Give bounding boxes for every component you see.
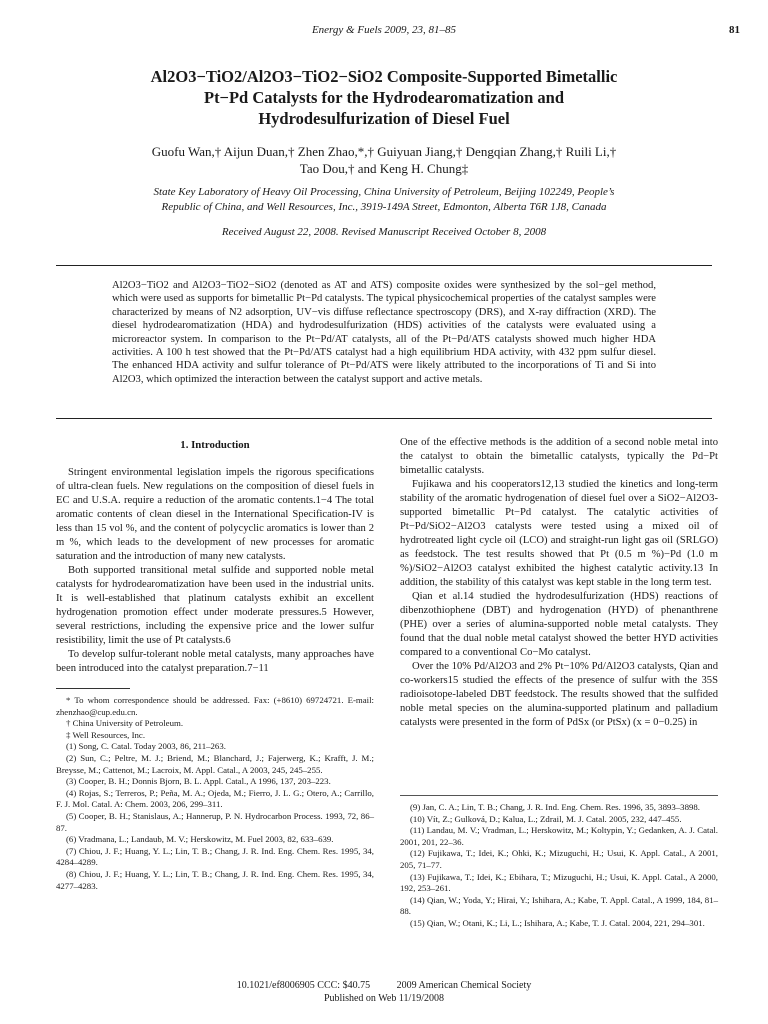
section-heading-introduction: 1. Introduction <box>180 439 250 451</box>
correspondence-note: * To whom correspondence should be addressed. Fax: (+8610) 69724721. E-mail: zhenzhao@cup.edu.cn. <box>56 695 374 717</box>
title-line-2: Pt−Pd Catalysts for the Hydrodearomatization and <box>203 88 565 107</box>
reference-item[interactable]: (8) Chiou, J. F.; Huang, Y. L.; Lin, T. B.; Chang, J. R. Ind. Eng. Chem. Res. 1995, 34, 4277–4283. <box>56 868 374 891</box>
author-list <box>60 143 708 177</box>
body-paragraph-2: Fujikawa and his cooperators12,13 studied the kinetics and long-term stability of the aromatic hydrogenation of diesel fuel over a SiO2−Al2O3-supported bimetallic Pt−Pd catalyst. The catalytic activities of Pt−Pd/SiO2−Al2O3 catalysts were tested using a mixed oil of hydrotreated light cycle oil (LCO) and straight-run light gas oil (SRLGO) as feedstock. The test results showed that Pt (0.5 m %)−Pd (1.0 m %)/SiO2−Al2O3 catalyst exhibited the highest catalytic activity.13 In addition, the stability of this catalyst was kept stable in the long term test. <box>400 479 718 588</box>
affiliation-note-dagger: † China University of Petroleum. <box>66 718 184 729</box>
title-line-3: Hydrodesulfurization of Diesel Fuel <box>258 109 510 128</box>
reference-item[interactable]: (10) Vít, Z.; Gulková, D.; Kalua, L.; Zdrail, M. J. Catal. 2005, 232, 447–455. <box>410 813 682 824</box>
author-line-2: Tao Dou,† and Keng H. Chung‡ <box>299 161 469 176</box>
reference-item[interactable]: (14) Qian, W.; Yoda, Y.; Hirai, Y.; Ishihara, A.; Kabe, T. Appl. Catal., A 1999, 184, 81–88. <box>400 894 718 917</box>
reference-item[interactable]: (1) Song, C. Catal. Today 2003, 86, 211–263. <box>66 741 226 752</box>
reference-item[interactable]: (3) Cooper, B. H.; Donnis Bjorn, B. L. Appl. Catal., A 1996, 137, 203–223. <box>66 776 331 787</box>
reference-item[interactable]: (15) Qian, W.; Otani, K.; Li, L.; Ishihara, A.; Kabe, T. J. Catal. 2004, 221, 294–301. <box>410 917 705 928</box>
author-line-1: Guofu Wan,† Aijun Duan,† Zhen Zhao,*,† Guiyuan Jiang,† Dengqian Zhang,† Ruili Li,† <box>151 144 617 159</box>
reference-rule <box>400 795 718 796</box>
abstract-bottom-rule <box>56 418 712 419</box>
title-line-1: Al2O3−TiO2/Al2O3−TiO2−SiO2 Composite-Supported Bimetallic <box>150 67 618 86</box>
page-footer <box>0 979 768 1005</box>
left-column <box>56 436 374 892</box>
affiliation-note-ddagger: ‡ Well Resources, Inc. <box>66 729 146 740</box>
reference-item[interactable]: (6) Vradmana, L.; Landaub, M. V.; Herskowitz, M. Fuel 2003, 82, 633–639. <box>66 834 334 845</box>
affiliation-line-1: State Key Laboratory of Heavy Oil Processing, China University of Petroleum, Beijing 102249, People’s <box>153 186 615 198</box>
reference-item[interactable]: (9) Jan, C. A.; Lin, T. B.; Chang, J. R. Ind. Eng. Chem. Res. 1996, 35, 3893–3898. <box>410 802 700 812</box>
body-paragraph-4: Over the 10% Pd/Al2O3 and 2% Pt−10% Pd/Al2O3 catalysts, Qian and co-workers15 studied the effects of the presence of sulfur with the 35S radioisotope-labeled DBT feedstock. The results showed that the sulfided noble metal species on the alumina-supported platinum and palladium catalysts were presented in the form of PdSx (or PtSx) (x = 0−0.25) in <box>400 661 718 728</box>
body-paragraph-1: One of the effective methods is the addition of a second noble metal into the catalyst to obtain the bimetallic catalysts, typically the Pd−Pt bimetallic catalysts. <box>400 437 718 476</box>
right-references <box>400 795 718 930</box>
reference-item[interactable]: (13) Fujikawa, T.; Idei, K.; Ebihara, T.; Mizuguchi, H.; Usui, K. Appl. Catal., A 2000, 192, 253–261. <box>400 871 718 894</box>
page-number: 81 <box>729 24 740 36</box>
abstract-top-rule <box>56 265 712 266</box>
intro-paragraph-2: Both supported transitional metal sulfide and supported noble metal catalysts for hydrodearomatization have been used in the industrial units. It is well-established that platinum catalysts exhibit an excellent hydrogenation promotion effect under moderate pressures.5 However, several restrictions, including the expensive price and the lower sulfur resistibility, limit the use of Pt catalysts.6 <box>56 565 374 646</box>
copyright-line: 2009 American Chemical Society <box>396 980 532 991</box>
running-head: Energy & Fuels 2009, 23, 81–85 <box>311 24 457 36</box>
affiliation-line-2: Republic of China, and Well Resources, Inc., 3919-149A Street, Edmonton, Alberta T6R 1J8, Canada <box>161 201 607 213</box>
reference-item[interactable]: (2) Sun, C.; Peltre, M. J.; Briend, M.; Blanchard, J.; Fajerwerg, K.; Krafft, J. M.; Breysse, M.; Cattenot, M.; Lacroix, M. Appl. Catal., A 2003, 245, 245–255. <box>56 752 374 775</box>
footnote-rule <box>56 688 130 689</box>
published-line: Published on Web 11/19/2008 <box>323 993 445 1004</box>
reference-item[interactable]: (7) Chiou, J. F.; Huang, Y. L.; Lin, T. B.; Chang, J. R. Ind. Eng. Chem. Res. 1995, 34, 4284–4289. <box>56 845 374 868</box>
right-column <box>400 436 718 730</box>
intro-paragraph-1: Stringent environmental legislation impels the rigorous specifications of ultra-clean fuels. New regulations on the composition of diesel fuels in EC and U.S.A. require a reduction of the aromatic contents.1−4 The total aromatic contents of clean diesel in the International Specification-IV is less than 15 vol %, and the content of polycyclic aromatics is lower than 2 m %, which leads to the development of new processes for aromatic saturation and the introduction of many new catalysts. <box>56 467 374 562</box>
article-title <box>60 66 708 129</box>
abstract: Al2O3−TiO2 and Al2O3−TiO2−SiO2 (denoted as AT and ATS) composite oxides were synthesized by the sol−gel method, which were used as supports for bimetallic Pt−Pd catalysts. The typical physicochemical properties of the catalyst samples were characterized by means of N2 adsorption, UV−vis diffuse reflectance spectroscopy (DRS), and X-ray diffraction (XRD). The diesel hydrodearomatization (HDA) and hydrodesulfurization (HDS) activities of the catalysts were evaluated using a microreactor system. In comparison to the Pt−Pd/AT catalysts, all of the Pt−Pd/ATS catalysts showed much higher HDA activities. A 100 h test showed that the Pt−Pd/ATS catalyst had a high equilibrium HDA activity, with 432 ppm sulfur diesel. The enhanced HDA activity and sulfur tolerance of Pt−Pd/ATS were likely attributed to the incorporations of Ti and Si into Al2O3, which optimized the interaction between the catalyst support and active metals. <box>112 280 656 385</box>
affiliation <box>60 185 708 215</box>
reference-item[interactable]: (4) Rojas, S.; Terreros, P.; Peña, M. A.; Ojeda, M.; Fierro, J. L. G.; Otero, A.; Carrillo, F. J. Mol. Catal. A: Chem. 2003, 206, 299–311. <box>56 787 374 810</box>
intro-paragraph-3: To develop sulfur-tolerant noble metal catalysts, many approaches have been introduced into the catalyst preparation.7−11 <box>56 649 374 674</box>
reference-item[interactable]: (12) Fujikawa, T.; Idei, K.; Ohki, K.; Mizuguchi, H.; Usui, K. Appl. Catal., A 2001, 205, 71–77. <box>400 848 718 870</box>
received-dates: Received August 22, 2008. Revised Manuscript Received October 8, 2008 <box>221 226 547 238</box>
body-paragraph-3: Qian et al.14 studied the hydrodesulfurization (HDS) reactions of dibenzothiophene (DBT) and hydrogenation (HYD) of phenanthrene (PHE) over a series of alumina-supported noble metal catalysts. They found that the dual noble metal catalyst showed the better HYD activities compared to a conventional Co−Mo catalyst. <box>400 591 718 658</box>
reference-item[interactable]: (5) Cooper, B. H.; Stanislaus, A.; Hannerup, P. N. Hydrocarbon Process. 1993, 72, 86–87. <box>56 810 374 833</box>
reference-item[interactable]: (11) Landau, M. V.; Vradman, L.; Herskowitz, M.; Koltypin, Y.; Gedanken, A. J. Catal. 2001, 201, 22–36. <box>400 825 718 847</box>
doi-line: 10.1021/ef8006905 CCC: $40.75 <box>236 980 371 991</box>
footnotes <box>56 695 374 892</box>
